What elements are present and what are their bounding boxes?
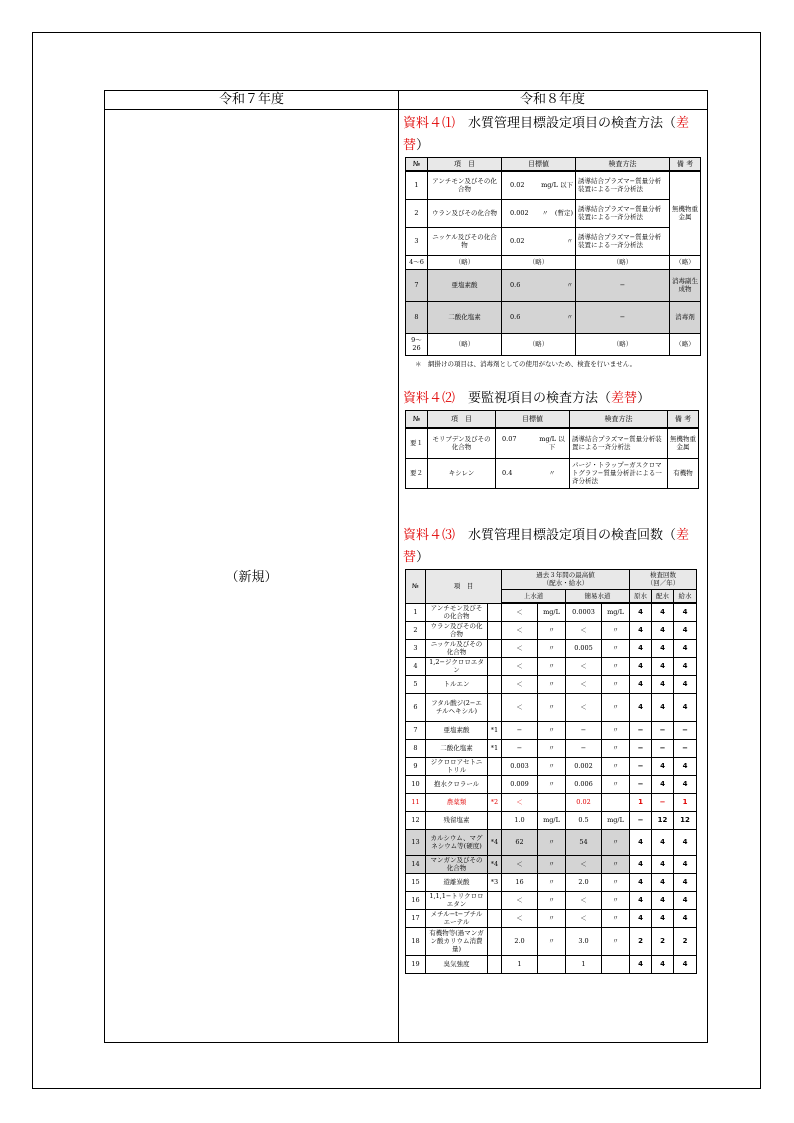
unit-josuido: 〃 (538, 675, 566, 693)
max-value-kan: ＜ (566, 909, 602, 927)
test-method: 誘導結合プラズマ−質量分析装置による一斉分析法 (576, 227, 670, 255)
row-number: 1 (406, 603, 426, 621)
unit-josuido: 〃 (538, 909, 566, 927)
count-raw-water: − (630, 721, 652, 739)
count-raw-water: 4 (630, 855, 652, 873)
count-distribution: 4 (652, 657, 674, 675)
max-value-josuido: 16 (502, 873, 538, 891)
count-distribution: 4 (652, 829, 674, 855)
count-raw-water: 4 (630, 891, 652, 909)
table-row (406, 428, 699, 458)
item-name: モリブデン及びその化合物 (428, 428, 496, 458)
count-supply: 4 (674, 621, 697, 639)
item-mark (488, 955, 502, 973)
table-row (406, 301, 701, 333)
row-number: 13 (406, 829, 426, 855)
unit-josuido: 〃 (538, 927, 566, 955)
row-number: 18 (406, 927, 426, 955)
item-mark (488, 693, 502, 721)
row-number: 5 (406, 675, 426, 693)
row-number: 8 (406, 301, 428, 333)
row-number: 10 (406, 775, 426, 793)
max-value-josuido: ＜ (502, 639, 538, 657)
max-value-kan: 0.02 (566, 793, 602, 811)
target-value: （略） (502, 255, 576, 269)
item-name: 抱水クロラール (426, 775, 488, 793)
max-value-kan: 0.006 (566, 775, 602, 793)
count-distribution: 4 (652, 639, 674, 657)
row-number: 7 (406, 721, 426, 739)
unit-josuido (538, 793, 566, 811)
unit-kan: 〃 (602, 739, 630, 757)
item-mark (488, 675, 502, 693)
table-row (406, 909, 697, 927)
column-header: 項 目 (428, 158, 502, 172)
unit-josuido: 〃 (538, 721, 566, 739)
count-raw-water: 4 (630, 693, 652, 721)
count-distribution: 4 (652, 891, 674, 909)
row-number: 1 (406, 171, 428, 199)
count-distribution: 4 (652, 757, 674, 775)
target-value: 0.4 〃 (496, 458, 570, 488)
count-supply: 4 (674, 775, 697, 793)
max-value-josuido: ＜ (502, 657, 538, 675)
target-value: 0.6 〃 (502, 269, 576, 301)
row-number: 17 (406, 909, 426, 927)
unit-kan: 〃 (602, 721, 630, 739)
item-name: ニッケル及びその化合物 (426, 639, 488, 657)
test-method: − (576, 269, 670, 301)
item-mark (488, 639, 502, 657)
count-distribution: 4 (652, 675, 674, 693)
test-method: 誘導結合プラズマ−質量分析装置による一斉分析法 (570, 428, 668, 458)
row-number: 11 (406, 793, 426, 811)
table-row (406, 873, 697, 891)
item-name: 1,2−ジクロロエタン (426, 657, 488, 675)
unit-kan: mg/L (602, 811, 630, 829)
count-raw-water: 4 (630, 955, 652, 973)
column-header: 上水道 (502, 589, 566, 603)
max-value-josuido: ＜ (502, 675, 538, 693)
unit-josuido: 〃 (538, 891, 566, 909)
max-value-kan: 0.005 (566, 639, 602, 657)
max-value-josuido: − (502, 739, 538, 757)
max-value-kan: ＜ (566, 693, 602, 721)
unit-kan: 〃 (602, 909, 630, 927)
unit-josuido: 〃 (538, 621, 566, 639)
item-name: ウラン及びその化合物 (428, 199, 502, 227)
item-mark: *4 (488, 855, 502, 873)
table-row (406, 955, 697, 973)
unit-kan (602, 955, 630, 973)
column-header: 検査回数 （回／年） (630, 569, 697, 589)
remark: 消毒副生成物 (670, 269, 701, 301)
column-header: 検査方法 (576, 158, 670, 172)
count-supply: 4 (674, 603, 697, 621)
count-distribution: − (652, 721, 674, 739)
table-row (406, 793, 697, 811)
max-value-josuido: 62 (502, 829, 538, 855)
count-distribution: − (652, 739, 674, 757)
count-supply: 4 (674, 909, 697, 927)
max-value-josuido: ＜ (502, 621, 538, 639)
column-header: 原水 (630, 589, 652, 603)
test-method: 誘導結合プラズマ−質量分析装置による一斉分析法 (576, 171, 670, 199)
table-row (406, 675, 697, 693)
max-value-kan: ＜ (566, 621, 602, 639)
count-distribution: 4 (652, 855, 674, 873)
row-number: 14 (406, 855, 426, 873)
max-value-kan: ＜ (566, 855, 602, 873)
unit-josuido: mg/L (538, 811, 566, 829)
test-methods-table (405, 157, 701, 356)
table-row (406, 458, 699, 488)
count-distribution: 4 (652, 603, 674, 621)
count-supply: 4 (674, 675, 697, 693)
remark: 無機物重金属 (668, 428, 699, 458)
max-value-kan: 54 (566, 829, 602, 855)
row-number: 16 (406, 891, 426, 909)
count-supply: 4 (674, 829, 697, 855)
item-name: ジクロロアセトニトリル (426, 757, 488, 775)
unit-josuido: 〃 (538, 757, 566, 775)
max-value-kan: 0.0003 (566, 603, 602, 621)
item-name: カルシウム、マグネシウム等(硬度) (426, 829, 488, 855)
count-raw-water: 4 (630, 675, 652, 693)
row-number: 6 (406, 693, 426, 721)
max-value-kan: 0.002 (566, 757, 602, 775)
item-mark (488, 603, 502, 621)
count-raw-water: 4 (630, 657, 652, 675)
unit-kan: 〃 (602, 757, 630, 775)
max-value-josuido: ＜ (502, 603, 538, 621)
section1-title: 資料４⑴ 水質管理目標設定項目の検査方法（差替） (403, 116, 690, 153)
column-header: 備 考 (670, 158, 701, 172)
item-mark: *4 (488, 829, 502, 855)
item-name: キシレン (428, 458, 496, 488)
unit-josuido: 〃 (538, 855, 566, 873)
item-mark: *1 (488, 739, 502, 757)
item-name: 亜塩素酸 (426, 721, 488, 739)
section3-title: 資料４⑶ 水質管理目標設定項目の検査回数（差替） (403, 527, 690, 565)
max-value-kan: 1 (566, 955, 602, 973)
table-header-row (406, 569, 697, 589)
unit-josuido: 〃 (538, 829, 566, 855)
target-value: 0.07 mg/L 以下 (496, 428, 570, 458)
unit-kan: 〃 (602, 775, 630, 793)
header-previous-year: 令和７年度 (105, 91, 399, 110)
unit-kan: 〃 (602, 927, 630, 955)
column-header: 目標値 (496, 410, 570, 428)
item-name: 有機物等(過マンガン酸カリウム消費量) (426, 927, 488, 955)
unit-kan: 〃 (602, 693, 630, 721)
table-row (406, 227, 701, 255)
comparison-table (104, 90, 708, 1043)
row-number: 4 (406, 657, 426, 675)
max-value-josuido: 2.0 (502, 927, 538, 955)
item-name: フタル酸ジ(2−エチルヘキシル) (426, 693, 488, 721)
count-distribution: 4 (652, 909, 674, 927)
max-value-kan: − (566, 739, 602, 757)
count-raw-water: − (630, 757, 652, 775)
max-value-kan: ＜ (566, 891, 602, 909)
table-row (406, 927, 697, 955)
unit-kan: 〃 (602, 855, 630, 873)
table-header-row (406, 158, 701, 172)
unit-kan: 〃 (602, 873, 630, 891)
item-name: メチル−t−ブチルエーテル (426, 909, 488, 927)
table-row (406, 255, 701, 269)
unit-josuido: mg/L (538, 603, 566, 621)
max-value-josuido: 1.0 (502, 811, 538, 829)
item-mark (488, 775, 502, 793)
count-supply: 4 (674, 955, 697, 973)
count-supply: − (674, 739, 697, 757)
target-value: 0.02 〃 (502, 227, 576, 255)
count-supply: 12 (674, 811, 697, 829)
column-divider (398, 109, 399, 1042)
left-column-new-label: （新規） (225, 570, 278, 585)
item-name: ニッケル及びその化合物 (428, 227, 502, 255)
row-number: 3 (406, 227, 428, 255)
unit-kan: 〃 (602, 639, 630, 657)
table-row (406, 775, 697, 793)
item-mark: *3 (488, 873, 502, 891)
count-supply: 4 (674, 757, 697, 775)
table-row (406, 603, 697, 621)
row-number: 2 (406, 199, 428, 227)
item-mark (488, 811, 502, 829)
table-row (406, 693, 697, 721)
right-column (403, 113, 706, 974)
table-row (406, 811, 697, 829)
item-mark (488, 927, 502, 955)
column-header: 項 目 (426, 569, 502, 603)
item-name: 臭気強度 (426, 955, 488, 973)
max-value-josuido: − (502, 721, 538, 739)
column-header: 簡易水道 (566, 589, 630, 603)
remark: 無機物重金属 (670, 171, 701, 255)
item-mark (488, 891, 502, 909)
column-header: 目標値 (502, 158, 576, 172)
count-distribution: 2 (652, 927, 674, 955)
unit-josuido: 〃 (538, 693, 566, 721)
section2-title: 資料４⑵ 要監視項目の検査方法（差替） (403, 390, 651, 406)
item-name: トルエン (426, 675, 488, 693)
table-row (406, 757, 697, 775)
table-row (406, 171, 701, 199)
max-value-josuido: ＜ (502, 793, 538, 811)
max-value-kan: 2.0 (566, 873, 602, 891)
test-method: （略） (576, 255, 670, 269)
column-header: 配水 (652, 589, 674, 603)
row-number: 8 (406, 739, 426, 757)
max-value-josuido: 1 (502, 955, 538, 973)
row-number: 4～6 (406, 255, 428, 269)
count-distribution: 4 (652, 621, 674, 639)
unit-kan: 〃 (602, 675, 630, 693)
max-value-josuido: ＜ (502, 855, 538, 873)
count-distribution: 4 (652, 775, 674, 793)
column-header: 過去３年間の最高値 （配水・給水） (502, 569, 630, 589)
max-value-kan: ＜ (566, 657, 602, 675)
count-supply: 4 (674, 891, 697, 909)
count-distribution: 4 (652, 955, 674, 973)
unit-kan: 〃 (602, 891, 630, 909)
item-name: 遊離炭酸 (426, 873, 488, 891)
unit-josuido: 〃 (538, 739, 566, 757)
max-value-kan: − (566, 721, 602, 739)
item-mark (488, 657, 502, 675)
table-row (406, 657, 697, 675)
item-mark: *2 (488, 793, 502, 811)
row-number: 2 (406, 621, 426, 639)
header-next-year: 令和８年度 (398, 91, 707, 110)
row-number: 12 (406, 811, 426, 829)
count-distribution: 4 (652, 693, 674, 721)
unit-josuido: 〃 (538, 873, 566, 891)
item-mark (488, 909, 502, 927)
target-value: （略） (502, 333, 576, 355)
remark: 消毒剤 (670, 301, 701, 333)
count-raw-water: 4 (630, 603, 652, 621)
table-row (406, 739, 697, 757)
item-name: マンガン及びその化合物 (426, 855, 488, 873)
target-value: 0.02 mg/L 以下 (502, 171, 576, 199)
count-supply: 2 (674, 927, 697, 955)
column-header: № (406, 158, 428, 172)
footnote-shading: ＊ 網掛けの項目は、消毒剤としての使用がないため、検査を行いません。 (415, 359, 637, 368)
count-supply: 4 (674, 657, 697, 675)
remark: 有機物 (668, 458, 699, 488)
unit-kan: 〃 (602, 657, 630, 675)
item-name: 二酸化塩素 (428, 301, 502, 333)
item-name: 残留塩素 (426, 811, 488, 829)
count-raw-water: 4 (630, 873, 652, 891)
count-raw-water: 4 (630, 639, 652, 657)
item-name: ウラン及びその化合物 (426, 621, 488, 639)
row-number: 7 (406, 269, 428, 301)
count-supply: 4 (674, 639, 697, 657)
item-name: アンチモン及びその化合物 (426, 603, 488, 621)
max-value-kan: ＜ (566, 675, 602, 693)
unit-josuido: 〃 (538, 775, 566, 793)
max-value-josuido: ＜ (502, 909, 538, 927)
remark: （略） (670, 333, 701, 355)
table-row (406, 199, 701, 227)
row-number: 15 (406, 873, 426, 891)
count-raw-water: 1 (630, 793, 652, 811)
max-value-kan: 3.0 (566, 927, 602, 955)
column-header: № (406, 569, 426, 603)
max-value-josuido: 0.009 (502, 775, 538, 793)
target-value: 0.002 〃 (暫定) (502, 199, 576, 227)
unit-kan (602, 793, 630, 811)
unit-kan: mg/L (602, 603, 630, 621)
column-header: 検査方法 (570, 410, 668, 428)
item-name: 亜塩素酸 (428, 269, 502, 301)
count-raw-water: 4 (630, 909, 652, 927)
item-name: （略） (428, 255, 502, 269)
count-supply: 4 (674, 873, 697, 891)
max-value-kan: 0.5 (566, 811, 602, 829)
unit-kan: 〃 (602, 621, 630, 639)
unit-josuido: 〃 (538, 657, 566, 675)
row-number: 要２ (406, 458, 428, 488)
count-distribution: 4 (652, 873, 674, 891)
count-distribution: − (652, 793, 674, 811)
count-supply: 1 (674, 793, 697, 811)
item-name: 農薬類 (426, 793, 488, 811)
count-raw-water: − (630, 811, 652, 829)
column-header: 項 目 (428, 410, 496, 428)
row-number: 3 (406, 639, 426, 657)
count-supply: 4 (674, 855, 697, 873)
test-method: パージ・トラップ−ガスクロマトグラフ−質量分析計による一斉分析法 (570, 458, 668, 488)
test-method: （略） (576, 333, 670, 355)
count-raw-water: 2 (630, 927, 652, 955)
row-number: 9～26 (406, 333, 428, 355)
unit-kan: 〃 (602, 829, 630, 855)
test-method: 誘導結合プラズマ−質量分析装置による一斉分析法 (576, 199, 670, 227)
table-row (406, 891, 697, 909)
target-value: 0.6 〃 (502, 301, 576, 333)
remark: （略） (670, 255, 701, 269)
column-header: № (406, 410, 428, 428)
row-number: 19 (406, 955, 426, 973)
table-row (406, 721, 697, 739)
monitoring-methods-table (405, 410, 699, 489)
table-row (406, 621, 697, 639)
unit-josuido: 〃 (538, 639, 566, 657)
count-supply: − (674, 721, 697, 739)
table-row (406, 639, 697, 657)
row-number: 要１ (406, 428, 428, 458)
count-distribution: 12 (652, 811, 674, 829)
max-value-josuido: 0.003 (502, 757, 538, 775)
table-row (406, 855, 697, 873)
item-mark (488, 621, 502, 639)
count-supply: 4 (674, 693, 697, 721)
count-raw-water: 4 (630, 829, 652, 855)
item-mark (488, 757, 502, 775)
item-name: （略） (428, 333, 502, 355)
unit-josuido (538, 955, 566, 973)
table-header-row (406, 410, 699, 428)
table-row (406, 333, 701, 355)
count-raw-water: 4 (630, 621, 652, 639)
item-mark: *1 (488, 721, 502, 739)
count-raw-water: − (630, 775, 652, 793)
column-header: 給水 (674, 589, 697, 603)
table-row (406, 829, 697, 855)
max-value-josuido: ＜ (502, 693, 538, 721)
table-row (406, 269, 701, 301)
item-name: アンチモン及びその化合物 (428, 171, 502, 199)
item-name: 1,1,1−トリクロロエタン (426, 891, 488, 909)
test-method: − (576, 301, 670, 333)
row-number: 9 (406, 757, 426, 775)
test-frequency-table (405, 569, 697, 974)
max-value-josuido: ＜ (502, 891, 538, 909)
column-header: 備 考 (668, 410, 699, 428)
count-raw-water: − (630, 739, 652, 757)
item-name: 二酸化塩素 (426, 739, 488, 757)
